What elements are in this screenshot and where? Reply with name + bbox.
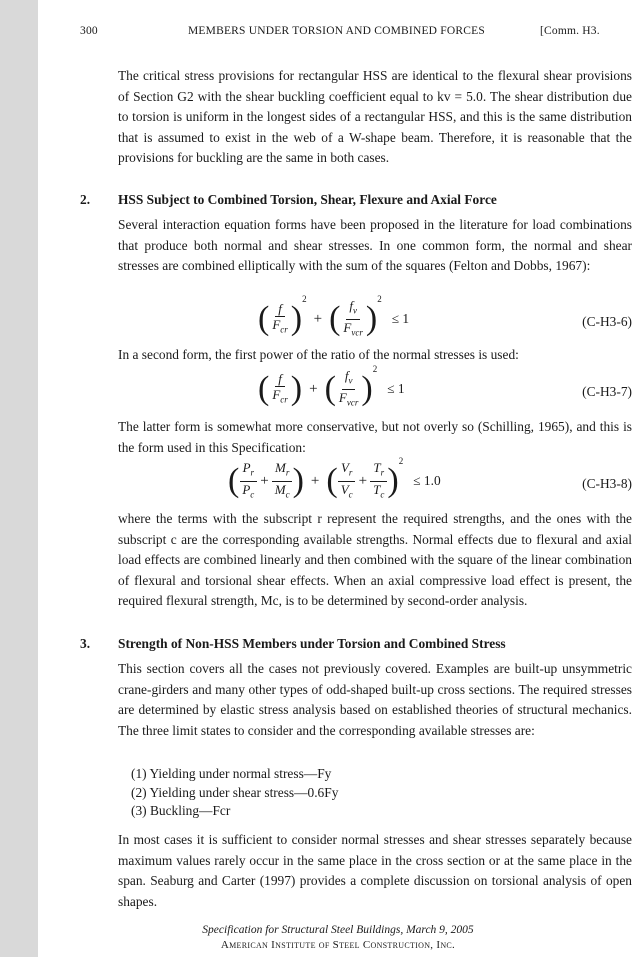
section-reference: [Comm. H3. bbox=[540, 25, 600, 37]
footer-specification: Specification for Structural Steel Buildings, March 9, 2005 bbox=[202, 924, 474, 936]
equation-number-c-h3-7: (C-H3-7) bbox=[582, 384, 632, 399]
page-margin-strip bbox=[0, 0, 38, 957]
equation-number-c-h3-6: (C-H3-6) bbox=[582, 314, 632, 329]
section-3-title: Strength of Non-HSS Members under Torsion and Combined Stress bbox=[118, 636, 506, 651]
equation-c-h3-8-rhs: ≤ 1.0 bbox=[413, 473, 441, 489]
footer-publisher: American Institute of Steel Construction, Inc. bbox=[220, 939, 456, 951]
equation-c-h3-7-body: ( $\frac{f}{F_{cr}}$ ) + ( $\frac{f_v}{F_{vcr}}$ )$^2$ ≤ 1 bbox=[258, 364, 405, 408]
section-3-paragraph-1: This section covers all the cases not previously covered. Examples are built-up unsymmetric crane-girders and many other types of odd-shaped built-up cross sections. The required stresses are determined by elastic stress analysis based on established theories of structural mechanics. The three limit states to consider and the corresponding available stresses are: bbox=[118, 661, 632, 738]
list-item: (1) Yielding under normal stress—Fy bbox=[131, 766, 332, 781]
section-3-paragraph-2: In most cases it is sufficient to consider normal stresses and shear stresses separately because maximum values rarely occur in the same place in the cross section or at the same place in the span. Seaburg and Carter (1997) provides a complete discussion on torsional analysis of open shapes. bbox=[118, 832, 632, 909]
running-header-title: MEMBERS UNDER TORSION AND COMBINED FORCES bbox=[188, 25, 485, 37]
limit-states-list bbox=[131, 765, 338, 821]
equation-c-h3-6-body: ( $\frac{f}{F_{cr}}$ )$^2$ + ( $\frac{f_v}{F_{vcr}}$ )$^2$ ≤ 1 bbox=[258, 294, 410, 338]
page-number: 300 bbox=[80, 25, 98, 37]
section-3-number: 3. bbox=[80, 636, 91, 651]
equation-c-h3-8-body: ( $\frac{P_r}{P_c}$ + $\frac{M_r}{M_c}$ ) + ( $\frac{V_r}{V_c}$ + $\frac{T_r}{T_c}$ )$^2$ ≤ 1.0 bbox=[228, 456, 441, 500]
section-2-paragraph-2: In a second form, the first power of the ratio of the normal stresses is used: bbox=[118, 347, 519, 362]
section-2-paragraph-1: Several interaction equation forms have been proposed in the literature for load combinations that produce both normal and shear stresses. In one common form, the normal and shear stresses are combined elliptically with the sum of the squares (Felton and Dobbs, 1967): bbox=[118, 217, 632, 274]
document-page bbox=[38, 0, 638, 957]
section-2-number: 2. bbox=[80, 192, 91, 207]
equation-number-c-h3-8: (C-H3-8) bbox=[582, 476, 632, 491]
list-item: (3) Buckling—Fcr bbox=[131, 803, 231, 818]
equation-c-h3-8 bbox=[118, 456, 632, 516]
section-2-paragraph-3: The latter form is somewhat more conservative, but not overly so (Schilling, 1965), and this is the form used in this Specification: bbox=[118, 419, 632, 455]
section-2-paragraph-4: where the terms with the subscript r represent the required strengths, and the ones with the subscript c are the corresponding available strengths. Normal effects due to flexural and axial load effects are combined linearly and then combined with the square of the linear combination of flexural and torsional shear effects. When an axial compressive load effect is present, the required flexural strength, Mc, is to be determined by second-order analysis. bbox=[118, 511, 632, 609]
equation-c-h3-7 bbox=[118, 364, 632, 424]
intro-paragraph: The critical stress provisions for rectangular HSS are identical to the flexural shear provisions of Section G2 with the shear buckling coefficient equal to kv = 5.0. The shear distribution due to torsion is uniform in the longest sides of a rectangular HSS, and this is the same distribution that is assumed to exist in the web of a W-shape beam. Therefore, it is reasonable that the provisions for buckling are the same in both cases. bbox=[118, 68, 632, 166]
list-item: (2) Yielding under shear stress—0.6Fy bbox=[131, 784, 339, 800]
section-2-title: HSS Subject to Combined Torsion, Shear, Flexure and Axial Force bbox=[118, 192, 497, 207]
